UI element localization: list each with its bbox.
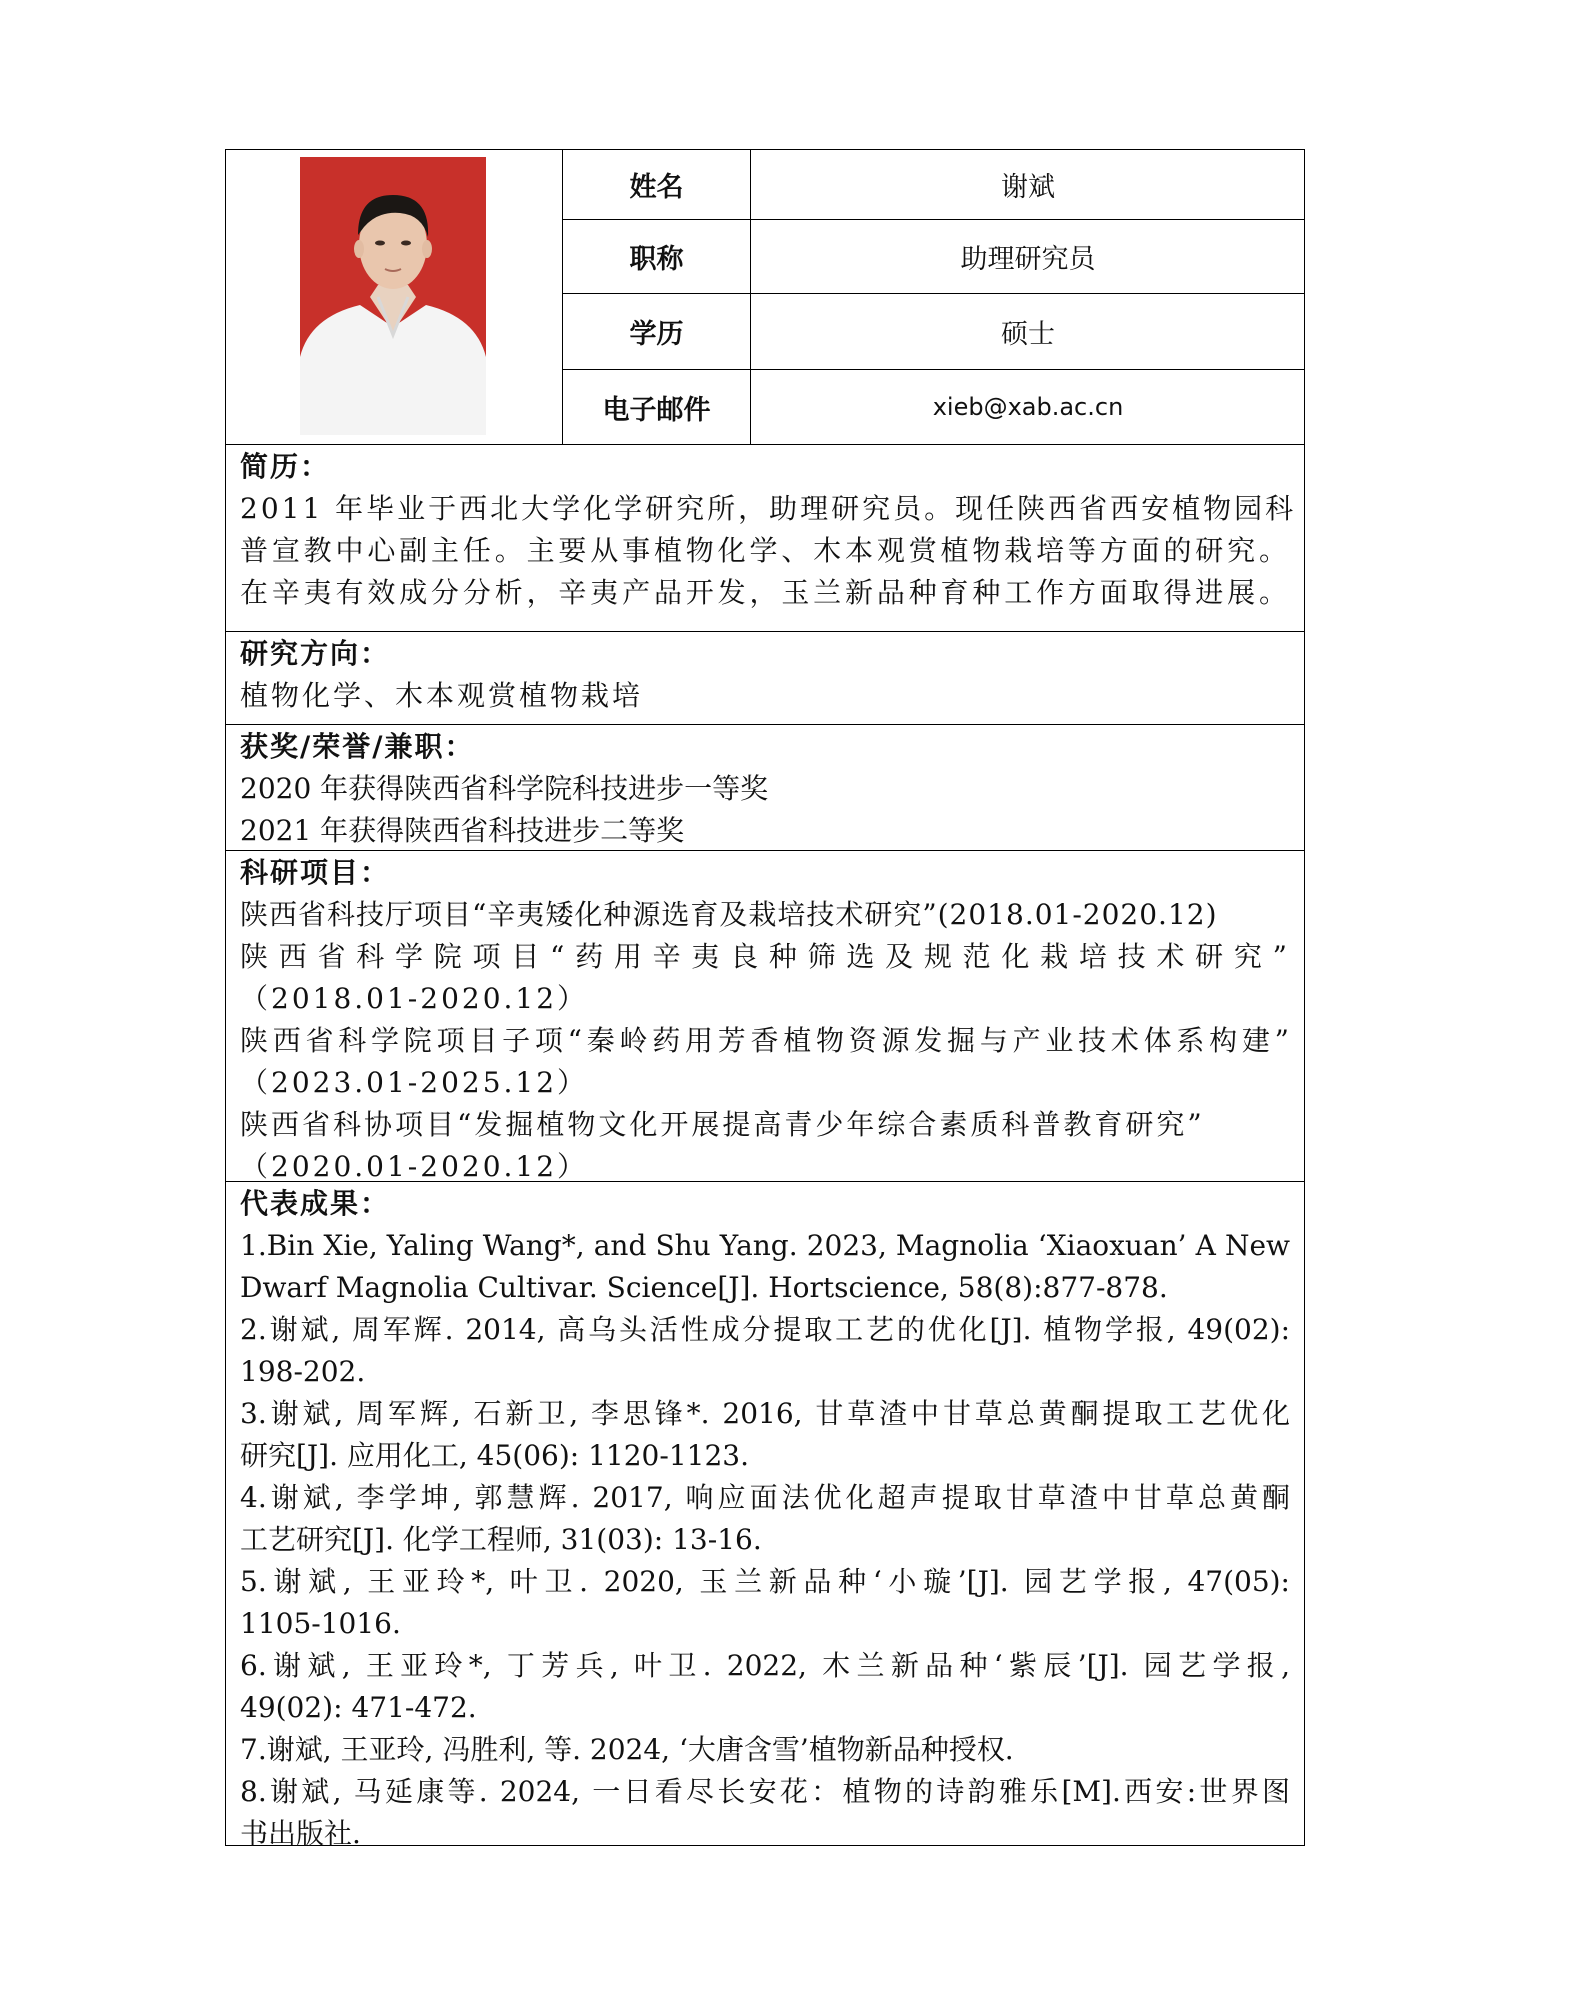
award-item: 2020 年获得陕西省科学院科技进步一等奖 bbox=[240, 772, 769, 805]
achievement-line: 书出版社. bbox=[240, 1817, 361, 1850]
research-heading: 研究方向： bbox=[240, 637, 391, 670]
achievement-line: 3.谢斌, 周军辉, 石新卫, 李思锋*. 2016, 甘草渣中甘草总黄酮提取工艺优化 bbox=[240, 1397, 1290, 1430]
portrait-photo bbox=[300, 157, 486, 435]
projects-section bbox=[240, 852, 1290, 1188]
section-divider bbox=[225, 444, 1305, 445]
achievement-line: 198-202. bbox=[240, 1355, 366, 1388]
achievement-line: 1105-1016. bbox=[240, 1607, 401, 1640]
name-value: 谢斌 bbox=[1001, 172, 1055, 203]
research-section bbox=[240, 633, 1290, 717]
section-divider bbox=[225, 724, 1305, 725]
project-item: 陕西省科学院项目“药用辛夷良种筛选及规范化栽培技术研究” bbox=[240, 940, 1290, 973]
resume-section bbox=[240, 446, 1297, 614]
project-period: （2018.01-2020.12） bbox=[240, 982, 589, 1015]
education-label: 学历 bbox=[629, 319, 684, 350]
education-value: 硕士 bbox=[1001, 319, 1055, 350]
resume-line: 2011 年毕业于西北大学化学研究所，助理研究员。现任陕西省西安植物园科 bbox=[240, 492, 1297, 525]
achievement-line: 2.谢斌, 周军辉. 2014, 高乌头活性成分提取工艺的优化[J]. 植物学报, 49(02): bbox=[240, 1313, 1290, 1346]
name-label: 姓名 bbox=[629, 172, 684, 203]
project-period: （2023.01-2025.12） bbox=[240, 1066, 589, 1099]
achievement-line: 1.Bin Xie, Yaling Wang*, and Shu Yang. 2023, Magnolia ‘Xiaoxuan’ A New bbox=[240, 1229, 1290, 1262]
research-text: 植物化学、木本观赏植物栽培 bbox=[240, 679, 644, 712]
project-item: 陕西省科技厅项目“辛夷矮化种源选育及栽培技术研究”(2018.01-2020.12) bbox=[240, 898, 1218, 931]
project-item: 陕西省科协项目“发掘植物文化开展提高青少年综合素质科普教育研究” bbox=[240, 1108, 1205, 1141]
resume-line: 在辛夷有效成分分析，辛夷产品开发，玉兰新品种育种工作方面取得进展。 bbox=[240, 576, 1290, 609]
achievement-line: 4.谢斌, 李学坤, 郭慧辉. 2017, 响应面法优化超声提取甘草渣中甘草总黄酮 bbox=[240, 1481, 1290, 1514]
achievement-line: 49(02): 471-472. bbox=[240, 1691, 477, 1724]
portrait-image bbox=[300, 157, 486, 435]
achievement-line: 工艺研究[J]. 化学工程师, 31(03): 13-16. bbox=[240, 1523, 762, 1556]
title-value: 助理研究员 bbox=[960, 244, 1096, 275]
achievements-section bbox=[240, 1183, 1290, 1855]
project-item: 陕西省科学院项目子项“秦岭药用芳香植物资源发掘与产业技术体系构建” bbox=[240, 1024, 1290, 1057]
achievement-line: 研究[J]. 应用化工, 45(06): 1120-1123. bbox=[240, 1439, 749, 1472]
awards-heading: 获奖/荣誉/兼职： bbox=[240, 730, 475, 763]
achievement-line: 6.谢斌, 王亚玲*, 丁芳兵, 叶卫. 2022, 木兰新品种‘紫辰’[J]. 园艺学报, bbox=[240, 1649, 1290, 1682]
achievement-line: 8.谢斌, 马延康等. 2024, 一日看尽长安花：植物的诗韵雅乐[M].西安:世界图 bbox=[240, 1775, 1290, 1808]
achievement-line: Dwarf Magnolia Cultivar. Science[J]. Hortscience, 58(8):877-878. bbox=[240, 1271, 1168, 1304]
achievement-line: 7.谢斌, 王亚玲, 冯胜利, 等. 2024, ‘大唐含雪’植物新品种授权. bbox=[240, 1733, 1014, 1766]
email-label: 电子邮件 bbox=[602, 394, 711, 426]
achievements-heading: 代表成果： bbox=[240, 1187, 391, 1220]
projects-heading: 科研项目： bbox=[240, 856, 391, 889]
awards-section bbox=[240, 726, 1290, 852]
email-link[interactable]: xieb@xab.ac.cn bbox=[932, 393, 1124, 421]
achievement-line: 5.谢斌, 王亚玲*, 叶卫. 2020, 玉兰新品种‘小璇’[J]. 园艺学报, 47(05): bbox=[240, 1565, 1290, 1598]
award-item: 2021 年获得陕西省科技进步二等奖 bbox=[240, 814, 685, 847]
project-period: （2020.01-2020.12） bbox=[240, 1150, 589, 1183]
title-label: 职称 bbox=[629, 244, 684, 275]
resume-heading: 简历： bbox=[240, 450, 331, 483]
resume-line: 普宣教中心副主任。主要从事植物化学、木本观赏植物栽培等方面的研究。 bbox=[240, 534, 1290, 567]
section-divider bbox=[225, 631, 1305, 632]
